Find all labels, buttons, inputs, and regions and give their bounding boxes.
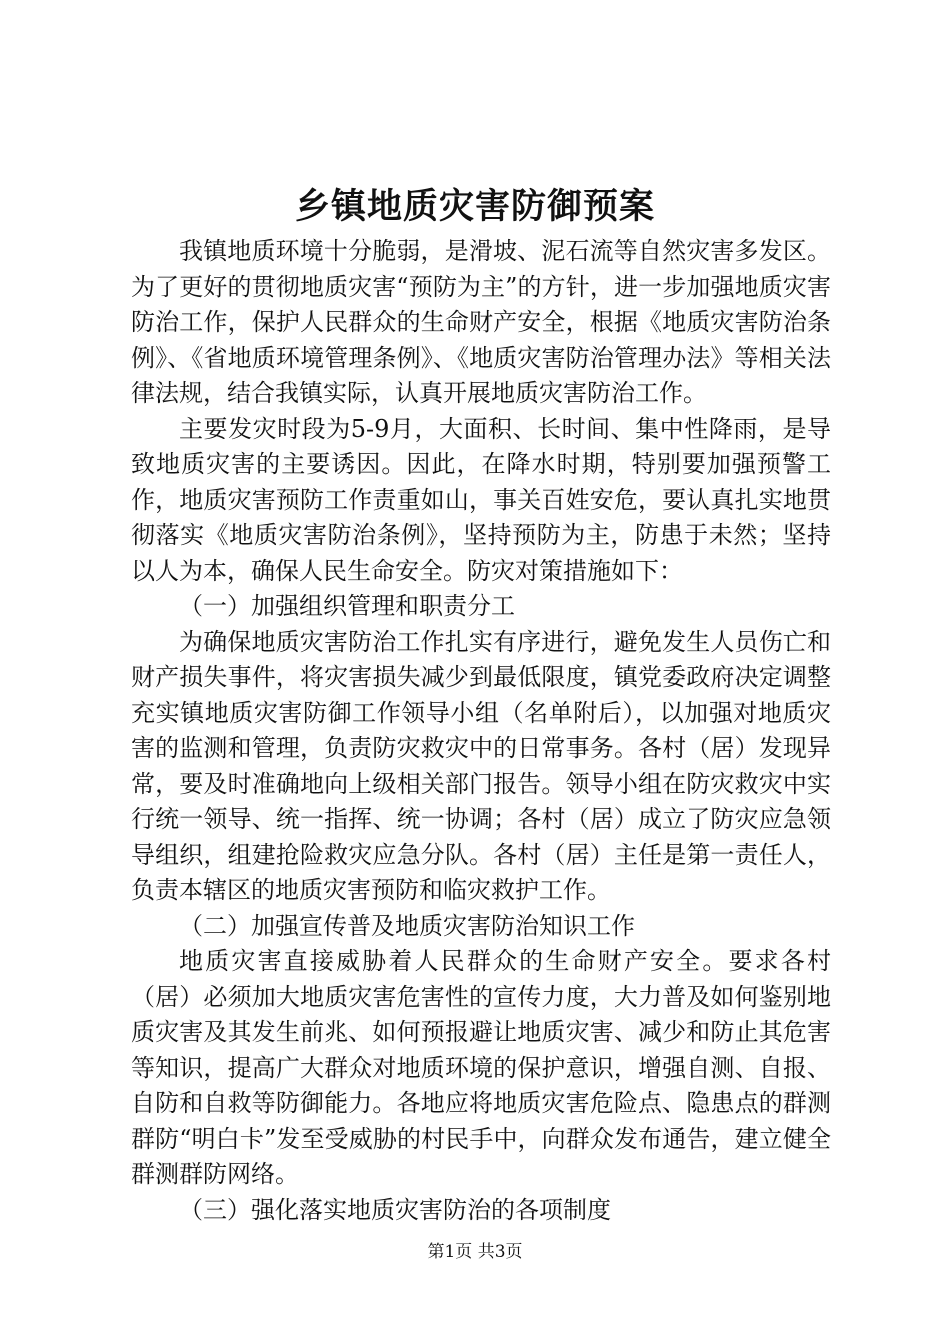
section-heading-2: （二）加强宣传普及地质灾害防治知识工作 <box>179 911 635 940</box>
intro-paragraph-2: 主要发灾时段为5-9月，大面积、长时间、集中性降雨，是导致地质灾害的主要诱因。因此，在降水时期，特别要加强预警工作，地质灾害预防工作责重如山，事关百姓安危，要认真扎实地贯彻落实《地质灾害防治条例》，坚持预防为主，防患于未然；坚持以人为本，确保人民生命安全。防灾对策措施如下： <box>131 414 831 585</box>
document-body <box>131 234 831 1228</box>
intro-paragraph-1: 我镇地质环境十分脆弱，是滑坡、泥石流等自然灾害多发区。为了更好的贯彻地质灾害“预防为主”的方针，进一步加强地质灾害防治工作，保护人民群众的生命财产安全，根据《地质灾害防治条例》、《省地质环境管理条例》、《地质灾害防治管理办法》等相关法律法规，结合我镇实际，认真开展地质灾害防治工作。 <box>131 237 831 407</box>
section-text-1: 为确保地质灾害防治工作扎实有序进行，避免发生人员伤亡和财产损失事件，将灾害损失减少到最低限度，镇党委政府决定调整充实镇地质灾害防御工作领导小组（名单附后），以加强对地质灾害的监测和管理，负责防灾救灾中的日常事务。各村（居）发现异常，要及时准确地向上级相关部门报告。领导小组在防灾救灾中实行统一领导、统一指挥、统一协调；各村（居）成立了防灾应急领导组织，组建抢险救灾应急分队。各村（居）主任是第一责任人，负责本辖区的地质灾害预防和临灾救护工作。 <box>131 627 831 904</box>
document-title: 乡镇地质灾害防御预案 <box>294 187 655 227</box>
page-footer: 第1页 共3页 <box>427 1242 523 1262</box>
section-text-2: 地质灾害直接威胁着人民群众的生命财产安全。要求各村（居）必须加大地质灾害危害性的宣传力度，大力普及如何鉴别地质灾害及其发生前兆、如何预报避让地质灾害、减少和防止其危害等知识，提高广大群众对地质环境的保护意识，增强自测、自报、自防和自救等防御能力。各地应将地质灾害危险点、隐患点的群测群防“明白卡”发至受威胁的村民手中，向群众发布通告，建立健全群测群防网络。 <box>131 947 831 1188</box>
section-heading-1: （一）加强组织管理和职责分工 <box>179 592 515 620</box>
section-heading-3: （三）强化落实地质灾害防治的各项制度 <box>179 1195 611 1224</box>
